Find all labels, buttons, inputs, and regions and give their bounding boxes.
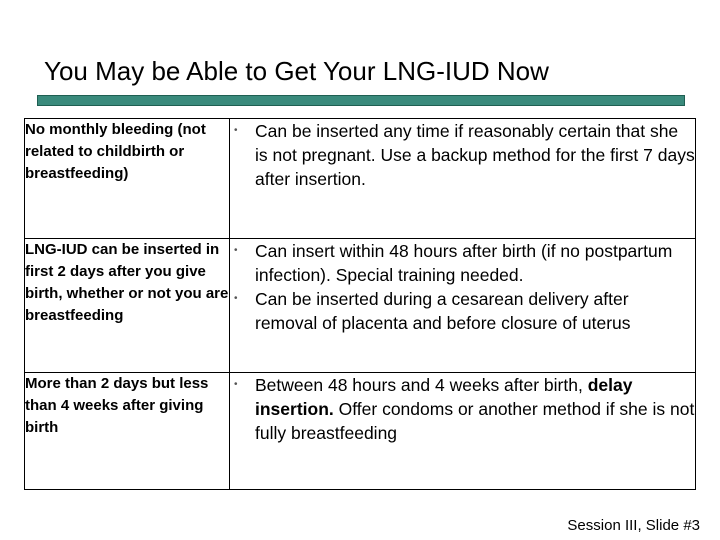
bullet-text-emphasis: delay insertion.	[255, 375, 633, 419]
condition-cell: More than 2 days but less than 4 weeks after giving birth	[25, 373, 230, 490]
recommendation-cell	[230, 239, 696, 373]
bullet-text: Can be inserted any time if reasonably certain that she is not pregnant. Use a backup method for the first 7 days after insertion.	[255, 121, 695, 189]
bullet-item	[230, 119, 695, 191]
bullet-item	[230, 239, 695, 287]
bullet-icon: •	[234, 379, 238, 390]
title-underline-bar	[37, 95, 685, 106]
condition-cell: LNG-IUD can be inserted in first 2 days after you give birth, whether or not you are breastfeeding	[25, 239, 230, 373]
condition-cell: No monthly bleeding (not related to childbirth or breastfeeding)	[25, 119, 230, 239]
bullet-text-suffix: Offer condoms or another method if she is not fully breastfeeding	[255, 399, 695, 443]
bullet-text: Can be inserted during a cesarean delivery after removal of placenta and before closure of uterus	[255, 289, 631, 333]
bullet-text	[255, 373, 695, 445]
bullet-icon: •	[234, 245, 238, 256]
recommendation-cell	[230, 119, 696, 239]
guidance-table	[24, 118, 696, 490]
bullet-item	[230, 373, 695, 445]
bullet-icon: •	[234, 125, 238, 136]
table-row	[25, 239, 696, 373]
recommendation-cell	[230, 373, 696, 490]
table-row	[25, 373, 696, 490]
table-row	[25, 119, 696, 239]
slide-footer: Session III, Slide #3	[567, 517, 700, 534]
slide-title: You May be Able to Get Your LNG-IUD Now	[44, 56, 549, 86]
bullet-text: Can insert within 48 hours after birth (if no postpartum infection). Special training needed.	[255, 241, 673, 285]
bullet-text-prefix: Between 48 hours and 4 weeks after birth,	[255, 375, 588, 395]
bullet-item	[230, 287, 695, 335]
bullet-icon: •	[234, 293, 238, 304]
